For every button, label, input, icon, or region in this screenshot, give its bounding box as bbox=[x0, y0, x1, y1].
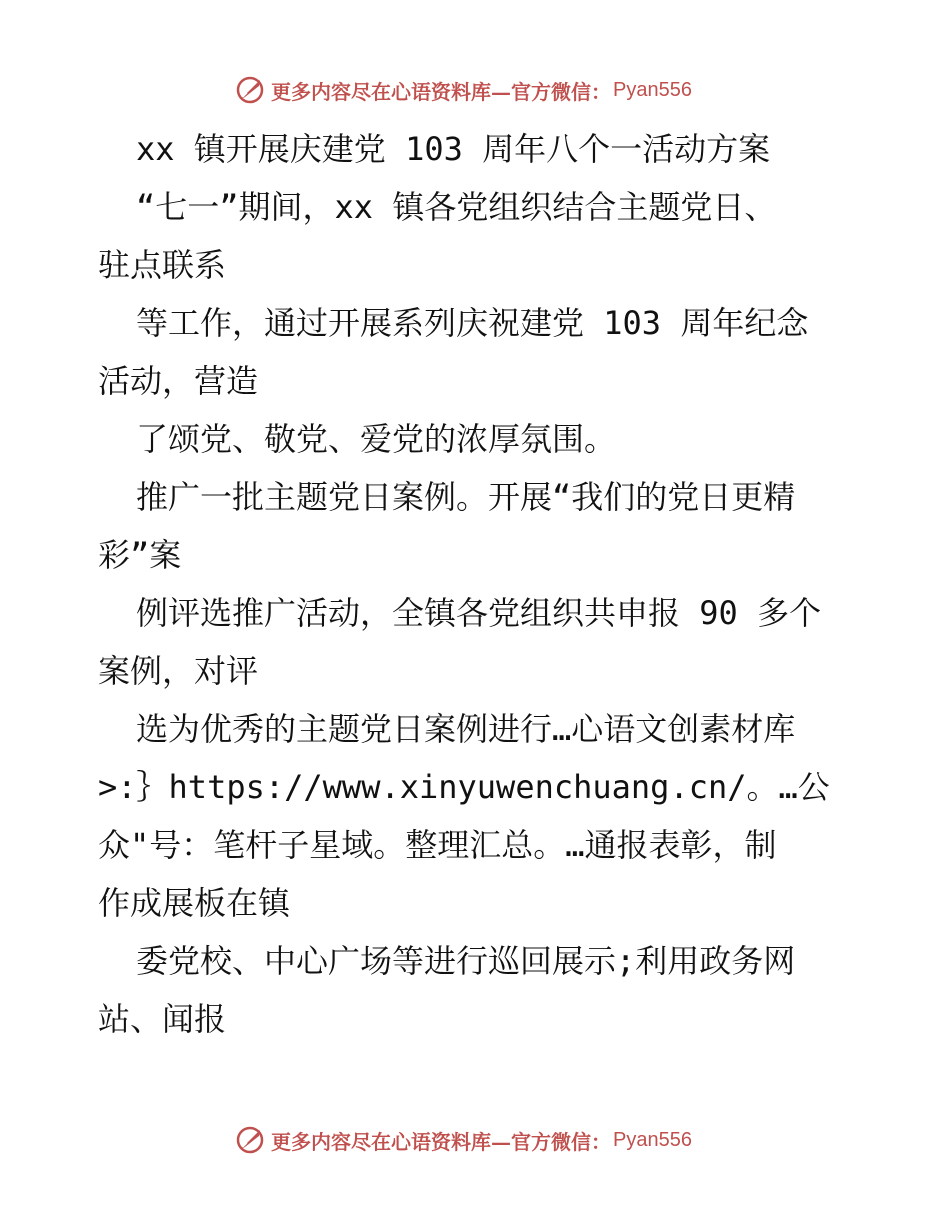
paragraph-line: 作成展板在镇 bbox=[98, 884, 291, 922]
paragraph-line: 等工作，通过开展系列庆祝建党 103 周年纪念 bbox=[136, 304, 809, 342]
paragraph-line: 案例，对评 bbox=[98, 652, 259, 690]
paragraph-line: 例评选推广活动，全镇各党组织共申报 90 多个 bbox=[136, 594, 822, 632]
quill-logo-icon bbox=[235, 75, 265, 105]
footer-watermark-banner bbox=[235, 1122, 692, 1158]
paragraph-line: “七一”期间，xx 镇各党组织结合主题党日、 bbox=[136, 188, 777, 226]
paragraph-line: 活动，营造 bbox=[98, 362, 259, 400]
footer-banner-wechat-id: Pyan556 bbox=[613, 1128, 692, 1151]
paragraph-line: 众"号：笔杆子星域。整理汇总。…通报表彰，制 bbox=[98, 826, 777, 864]
quill-logo-icon bbox=[235, 1125, 265, 1155]
header-banner-text: 更多内容尽在心语资料库—官方微信： bbox=[271, 79, 611, 104]
paragraph-line: >:｝https://www.xinyuwenchuang.cn/。…公 bbox=[98, 768, 830, 806]
paragraph-line: 推广一批主题党日案例。开展“我们的党日更精 bbox=[136, 478, 796, 516]
document-title: xx 镇开展庆建党 103 周年八个一活动方案 bbox=[136, 130, 771, 168]
footer-banner-text: 更多内容尽在心语资料库—官方微信： bbox=[271, 1129, 611, 1154]
document-body bbox=[98, 120, 858, 1048]
paragraph-line: 选为优秀的主题党日案例进行…心语文创素材库 bbox=[136, 710, 796, 748]
header-banner-wechat-id: Pyan556 bbox=[613, 78, 692, 101]
paragraph-line: 站、闻报 bbox=[98, 1000, 227, 1038]
paragraph-line: 了颂党、敬党、爱党的浓厚氛围。 bbox=[136, 420, 617, 458]
paragraph-line: 彩”案 bbox=[98, 536, 182, 574]
paragraph-line: 委党校、中心广场等进行巡回展示;利用政务网 bbox=[136, 942, 796, 980]
header-watermark-banner bbox=[235, 72, 692, 108]
paragraph-line: 驻点联系 bbox=[98, 246, 227, 284]
